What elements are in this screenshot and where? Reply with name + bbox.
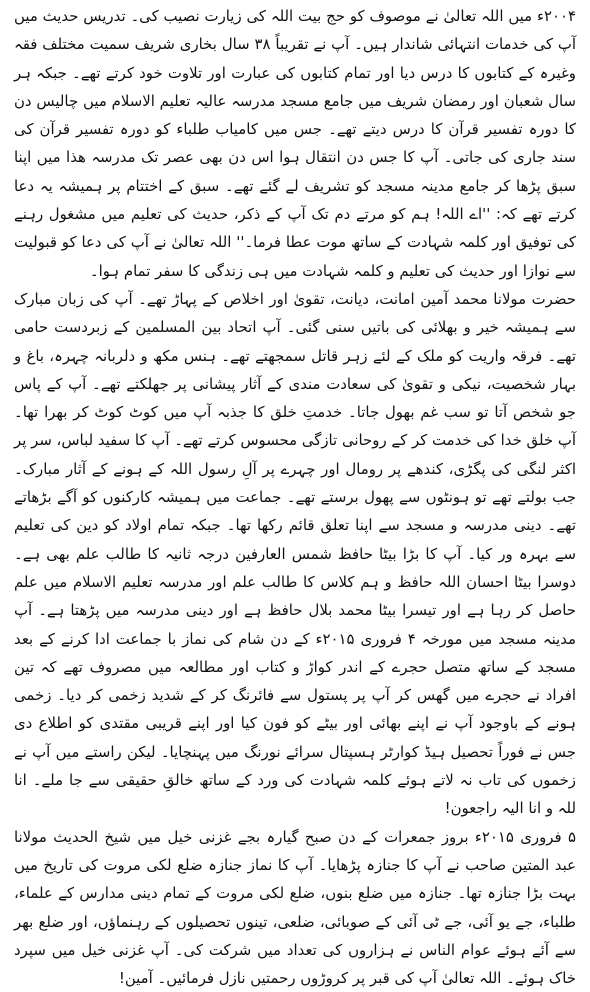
article-paragraph-character-and-martyrdom: حضرت مولانا محمد آمین امانت، دیانت، تقویٰ اور اخلاص کے پہاڑ تھے۔ آپ کی زبان مبارک سے ہمیشہ خیر و بھلائی کی باتیں سنی گئی۔ آپ اتحاد بین المسلمین کے زبردست حامی تھے۔ فرقہ واریت کو ملک کے لئے زہر قاتل سمجھتے تھے۔ ہنس مکھ و دلربانہ چہرہ، باغ و بہار شخصیت، نیکی و تقویٰ کی سعادت مندی کے آثار پیشانی پر جھلکتے تھے۔ آپ کے پاس جو شخص آتا تو سب غم بھول جاتا۔ خدمتِ خلق کا جذبہ آپ میں کوٹ کوٹ کر بھرا تھا۔ آپ خلق خدا کی خدمت کر کے روحانی تازگی محسوس کرتے تھے۔ آپ کا سفید لباس، سر پر اکثر لنگی کی پگڑی، کندھے پر رومال اور چہرے پر آلِ رسول اللہ کے ہونے کے آثار مبارک۔ جب بولتے تھے تو ہونٹوں سے پھول برستے تھے۔ جماعت میں ہمیشہ کارکنوں کو آگے بڑھاتے تھے۔ دینی مدرسہ و مسجد سے اپنا تعلق قائم رکھا تھا۔ جبکہ تمام اولاد کو دین کی تعلیم سے بہرہ ور کیا۔ آپ کا بڑا بیٹا حافظ شمس العارفین درجہ ثانیہ کا طالب علم بھی ہے۔ دوسرا بیٹا احسان اللہ حافظ و ہم کلاس کا طالب علم اور مدرسہ تعلیم الاسلام میں علم حاصل کر رہا ہے اور تیسرا بیٹا محمد بلال حافظ ہے اور دینی مدرسہ میں پڑھتا ہے۔ آپ مدینہ مسجد میں مورخہ ۴ فروری ۲۰۱۵ء کے دن شام کی نماز با جماعت ادا کرنے کے بعد مسجد کے ساتھ متصل حجرے کے اندر کواڑ و کتاب اور مطالعہ میں مصروف تھے کہ تین افراد نے حجرے میں گھس کر آپ پر پستول سے فائرنگ کر کے شدید زخمی کر دیا۔ زخمی ہونے کے باوجود آپ نے اپنے بھائی اور بیٹے کو فون کیا اور اپنے قریبی مقتدی کو اطلاع دی جس نے فوراً تحصیل ہیڈ کوارٹر ہسپتال سرائے نورنگ میں پہنچایا۔ لیکن راستے میں آپ نے زخموں کی تاب نہ لاتے ہوئے کلمہ شہادت کی ورد کے ساتھ خالقِ حقیقی سے جا ملے۔ انا للہ و انا الیہ راجعون! [14, 289, 576, 818]
article-paragraph-funeral: ۵ فروری ۲۰۱۵ء بروز جمعرات کے دن صبح گیارہ بجے غزنی خیل میں شیخ الحدیث مولانا عبد المتین صاحب نے آپ کا جنازہ پڑھایا۔ آپ کا نماز جنازہ ضلع لکی مروت کی تاریخ میں بہت بڑا جنازہ تھا۔ جنازہ میں ضلع بنوں، ضلع لکی مروت کے تمام دینی مدارس کے علماء، طلباء، جے یو آئی، جے ٹی آئی کے صوبائی، ضلعی، تینوں تحصیلوں کے رہنماؤں، اور ضلع بھر سے آئے ہوئے عوام الناس نے ہزاروں کی تعداد میں شرکت کی۔ آپ غزنی خیل میں سپرد خاک ہوئے۔ اللہ تعالیٰ آپ کی قبر پر کروڑوں رحمتیں نازل فرمائیں۔ آمین! [14, 827, 576, 988]
article-paragraph-hajj-and-teaching: ۲۰۰۴ء میں اللہ تعالیٰ نے موصوف کو حج بیت اللہ کی زیارت نصیب کی۔ تدریس حدیث میں آپ کی خدمات انتہائی شاندار ہیں۔ آپ نے تقریباً ۳۸ سال بخاری شریف سمیت مختلف فقہ وغیرہ کے کتابوں کا درس دیا اور تمام کتابوں کی عبارت اور تلاوت خود کرتے تھے۔ جبکہ ہر سال شعبان اور رمضان شریف میں جامع مسجد مدرسہ عالیہ تعلیم الاسلام میں چالیس دن کا دورہ تفسیر قرآن کا درس دیتے تھے۔ جس میں کامیاب طلباء کو دورہ تفسیر قرآن کی سند جاری کی جاتی۔ آپ کا جس دن انتقال ہوا اس دن بھی عصر تک مدرسہ ھذا میں اپنا سبق پڑھا کر جامع مدینہ مسجد کو تشریف لے گئے تھے۔ سبق کے اختتام پر ہمیشہ یہ دعا کرتے تھے کہ: ''اے اللہ! ہم کو مرتے دم تک آپ کے ذکر، حدیث کی تعلیم میں مشغول رہنے کی توفیق اور کلمہ شہادت کے ساتھ موت عطا فرما۔'' اللہ تعالیٰ نے آپ کی دعا کو قبولیت سے نوازا اور حدیث کی تعلیم و کلمہ شہادت میں ہی زندگی کا سفر تمام ہوا۔ [14, 7, 576, 280]
article-page [14, 2, 576, 988]
